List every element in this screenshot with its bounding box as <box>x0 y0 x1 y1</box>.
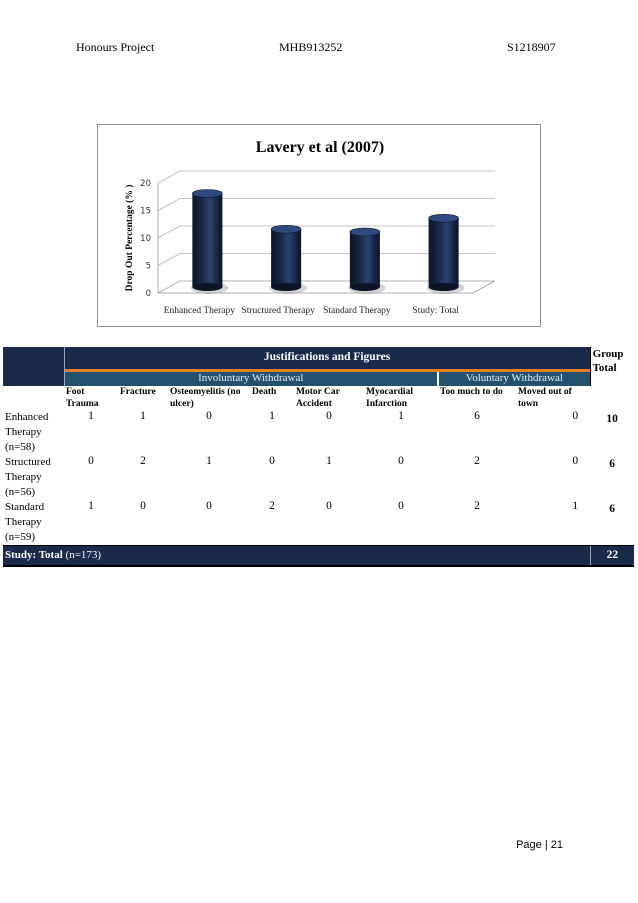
group-total-cell: 10 <box>606 413 618 425</box>
y-tick-label: 5 <box>145 261 151 272</box>
voluntary-withdrawal-header: Voluntary Withdrawal <box>438 372 590 386</box>
header-student-id: S1218907 <box>507 40 556 54</box>
subheader-fracture: Fracture <box>120 387 156 397</box>
header-course-code: MHB913252 <box>279 40 343 54</box>
cell: 0 <box>269 455 275 467</box>
table-title: Justifications and Figures <box>64 347 590 369</box>
x-tick-label: Study: Total <box>412 306 459 316</box>
cell: 1 <box>88 500 94 512</box>
y-tick-label: 15 <box>140 206 151 217</box>
bar-top <box>350 228 380 236</box>
cell: 0 <box>326 410 332 422</box>
cell: 1 <box>398 410 404 422</box>
study-total-value: 22 <box>590 546 634 566</box>
table-row <box>3 410 634 455</box>
cell: 1 <box>269 410 275 422</box>
x-tick-label: Standard Therapy <box>323 306 391 316</box>
subheader-motor-car-accident: Motor Car Accident <box>296 387 340 409</box>
involuntary-withdrawal-header: Involuntary Withdrawal <box>64 372 438 386</box>
bar-base <box>192 283 222 291</box>
page-number: Page | 21 <box>516 839 563 851</box>
study-total-label-bold: Study: Total <box>5 549 63 561</box>
bar-base <box>429 283 459 291</box>
cell: 0 <box>326 500 332 512</box>
corner-cell-lower <box>3 369 64 386</box>
bar-top <box>192 190 222 198</box>
y-tick-label: 0 <box>145 289 151 299</box>
subheader-myocardial-infarction: Myocardial Infarction <box>366 387 413 409</box>
cell: 6 <box>474 410 480 422</box>
bar-chart <box>98 125 542 328</box>
bar <box>192 194 222 288</box>
cell: 0 <box>572 455 579 467</box>
y-tick-label: 20 <box>140 179 151 189</box>
y-axis-label: Drop Out Percentage (% ) <box>125 184 135 292</box>
header-project: Honours Project <box>76 40 155 54</box>
bar <box>271 229 301 287</box>
cell: 1 <box>206 455 212 467</box>
cell: 2 <box>474 500 480 512</box>
study-total-row <box>3 546 634 566</box>
subheader-death: Death <box>252 387 277 397</box>
cell: 0 <box>88 455 94 467</box>
cell: 0 <box>206 500 212 512</box>
cell: 2 <box>140 455 146 467</box>
cell: 0 <box>572 410 579 422</box>
group-total-header: Group Total <box>590 347 634 386</box>
y-tick-label: 10 <box>140 234 151 244</box>
cell: 1 <box>88 410 94 422</box>
study-total-n: (n=173) <box>65 549 102 561</box>
cell: 2 <box>474 455 480 467</box>
subheader-foot-trauma: Foot Trauma <box>66 387 99 409</box>
subheader-osteomyelitis: Osteomyelitis (no ulcer) <box>170 387 241 409</box>
cell: 1 <box>572 500 579 512</box>
gridline <box>158 171 495 183</box>
corner-cell <box>3 347 64 369</box>
row-label-enhanced: Enhanced Therapy (n=58) <box>5 411 49 453</box>
bar <box>350 232 380 287</box>
x-tick-label: Structured Therapy <box>241 306 315 316</box>
table-row <box>3 455 634 500</box>
row-label-structured: Structured Therapy (n=56) <box>5 456 51 498</box>
bar-top <box>429 214 459 222</box>
cell: 2 <box>269 500 275 512</box>
cell: 0 <box>398 500 404 512</box>
cell: 0 <box>140 500 146 512</box>
table-row <box>3 500 634 546</box>
group-total-cell: 6 <box>609 458 615 470</box>
chart-title: Lavery et al (2007) <box>255 139 385 156</box>
bar-base <box>271 283 301 291</box>
cell: 0 <box>398 455 404 467</box>
study-total-label <box>3 546 590 566</box>
subheader-moved-out-of-town: Moved out of town <box>518 387 572 409</box>
cell: 0 <box>206 410 212 422</box>
cell: 1 <box>140 410 146 422</box>
group-total-cell: 6 <box>609 503 615 515</box>
row-label-standard: Standard Therapy (n=59) <box>5 501 45 543</box>
justifications-table <box>3 347 634 567</box>
subheader-too-much-to-do: Too much to do <box>440 387 503 397</box>
chart-container <box>97 124 541 327</box>
bar <box>429 218 459 287</box>
bar-top <box>271 225 301 233</box>
cell: 1 <box>326 455 332 467</box>
bar-base <box>350 283 380 291</box>
x-tick-label: Enhanced Therapy <box>163 306 236 316</box>
